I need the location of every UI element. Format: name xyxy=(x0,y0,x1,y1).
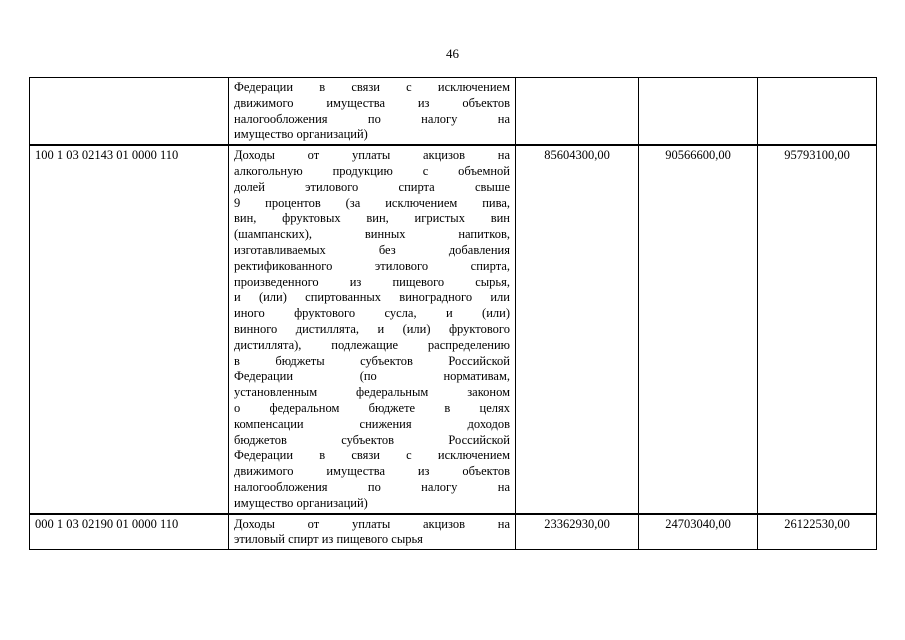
description-line: в бюджеты субъектов Российской xyxy=(234,353,510,368)
description-line: компенсации снижения доходов xyxy=(234,416,510,431)
description-line: Федерации (по нормативам, xyxy=(234,369,510,384)
description-line: долей этилового спирта свыше xyxy=(234,179,510,194)
page-number: 46 xyxy=(446,46,459,61)
amount-cell-year-1: 23362930,00 xyxy=(516,514,639,550)
description-line: движимого имущества из объектов xyxy=(234,95,510,110)
budget-code-cell: 100 1 03 02143 01 0000 110 xyxy=(30,145,229,513)
table-row xyxy=(30,514,877,550)
amount-cell-year-3: 26122530,00 xyxy=(758,514,877,550)
amount-cell-year-3 xyxy=(758,78,877,146)
amount-cell-year-1 xyxy=(516,78,639,146)
description-line: дистиллята), подлежащие распределению xyxy=(234,337,510,352)
description-line: и (или) спиртованных виноградного или xyxy=(234,290,510,305)
description-line: Федерации в связи с исключением xyxy=(234,80,510,94)
description-line: налогообложения по налогу на xyxy=(234,111,510,126)
budget-code-cell xyxy=(30,78,229,146)
revenue-description-cell xyxy=(229,145,516,513)
amount-cell-year-1: 85604300,00 xyxy=(516,145,639,513)
description-line: изготавливаемых без добавления xyxy=(234,242,510,257)
description-line: этиловый спирт из пищевого сырья xyxy=(234,532,423,547)
description-line: движимого имущества из объектов xyxy=(234,464,510,479)
description-line: Федерации в связи с исключением xyxy=(234,448,510,463)
description-line: Доходы от уплаты акцизов на xyxy=(234,148,510,163)
description-line: имущество организаций) xyxy=(234,495,368,510)
description-line: налогообложения по налогу на xyxy=(234,479,510,494)
budget-revenue-table xyxy=(29,77,877,550)
description-line: имущество организаций) xyxy=(234,127,368,142)
description-line: ректификованного этилового спирта, xyxy=(234,258,510,273)
revenue-description-cell xyxy=(229,78,516,146)
description-line: произведенного из пищевого сырья, xyxy=(234,274,510,289)
description-line: иного фруктового сусла, и (или) xyxy=(234,306,510,321)
description-line: (шампанских), винных напитков, xyxy=(234,227,510,242)
budget-code-cell: 000 1 03 02190 01 0000 110 xyxy=(30,514,229,550)
revenue-description-cell xyxy=(229,514,516,550)
description-line: бюджетов субъектов Российской xyxy=(234,432,510,447)
description-line: 9 процентов (за исключением пива, xyxy=(234,195,510,210)
description-line: алкогольную продукцию с объемной xyxy=(234,163,510,178)
amount-cell-year-3: 95793100,00 xyxy=(758,145,877,513)
table-row xyxy=(30,78,877,146)
table-body xyxy=(30,78,877,550)
description-line: винного дистиллята, и (или) фруктового xyxy=(234,321,510,336)
amount-cell-year-2 xyxy=(639,78,758,146)
description-line: о федеральном бюджете в целях xyxy=(234,400,510,415)
amount-cell-year-2: 90566600,00 xyxy=(639,145,758,513)
amount-cell-year-2: 24703040,00 xyxy=(639,514,758,550)
table-row xyxy=(30,145,877,513)
description-line: вин, фруктовых вин, игристых вин xyxy=(234,211,510,226)
description-line: установленным федеральным законом xyxy=(234,385,510,400)
description-line: Доходы от уплаты акцизов на xyxy=(234,516,510,531)
